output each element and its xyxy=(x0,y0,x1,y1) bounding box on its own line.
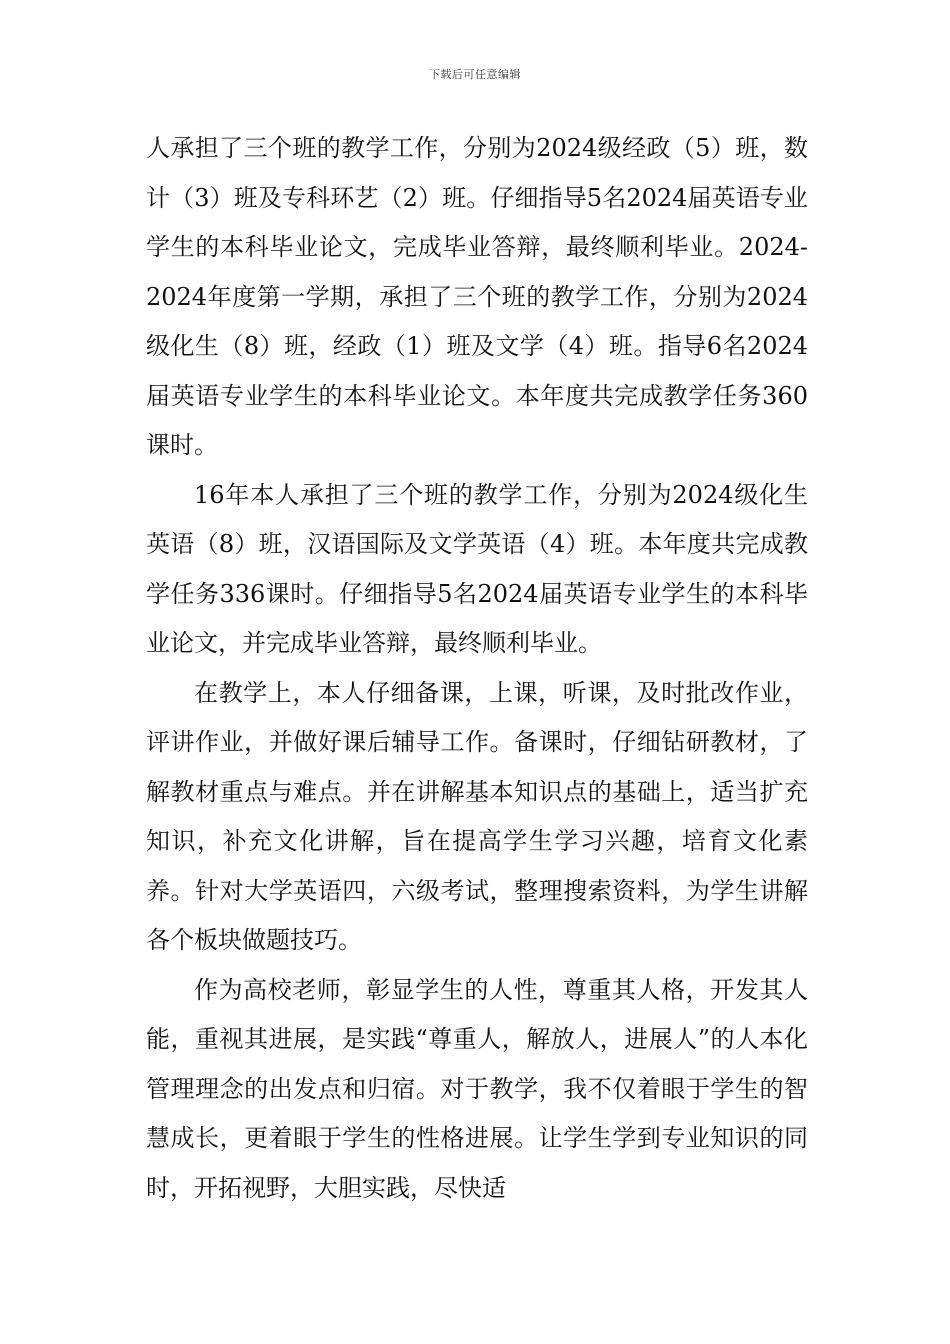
paragraph-2: 16年本人承担了三个班的教学工作，分别为2024级化生英语（8）班，汉语国际及文学英语（4）班。本年度共完成教学任务336课时。仔细指导5名2024届英语专业学生的本科毕业论文，并完成毕业答辩，最终顺利毕业。 xyxy=(146,480,808,657)
paragraph-1: 人承担了三个班的教学工作，分别为2024级经政（5）班，数计（3）班及专科环艺（2）班。仔细指导5名2024届英语专业学生的本科毕业论文，完成毕业答辩，最终顺利毕业。2024-2024年度第一学期，承担了三个班的教学工作，分别为2024级化生（8）班，经政（1）班及文学（4）班。指导6名2024届英语专业学生的本科毕业论文。本年度共完成教学任务360课时。 xyxy=(146,134,808,459)
document-body xyxy=(146,124,808,1213)
paragraph-4: 作为高校老师，彰显学生的人性，尊重其人格，开发其人能，重视其进展，是实践“尊重人，解放人，进展人”的人本化管理理念的出发点和归宿。对于教学，我不仅着眼于学生的智慧成长，更着眼于学生的性格进展。让学生学到专业知识的同时，开拓视野，大胆实践，尽快适 xyxy=(146,975,808,1202)
page-header: 下载后可任意编辑 xyxy=(429,68,521,81)
paragraph-3: 在教学上，本人仔细备课，上课，听课，及时批改作业，评讲作业，并做好课后辅导工作。备课时，仔细钻研教材，了解教材重点与难点。并在讲解基本知识点的基础上，适当扩充知识，补充文化讲解，旨在提高学生学习兴趣，培育文化素养。针对大学英语四，六级考试，整理搜索资料，为学生讲解各个板块做题技巧。 xyxy=(146,678,808,954)
